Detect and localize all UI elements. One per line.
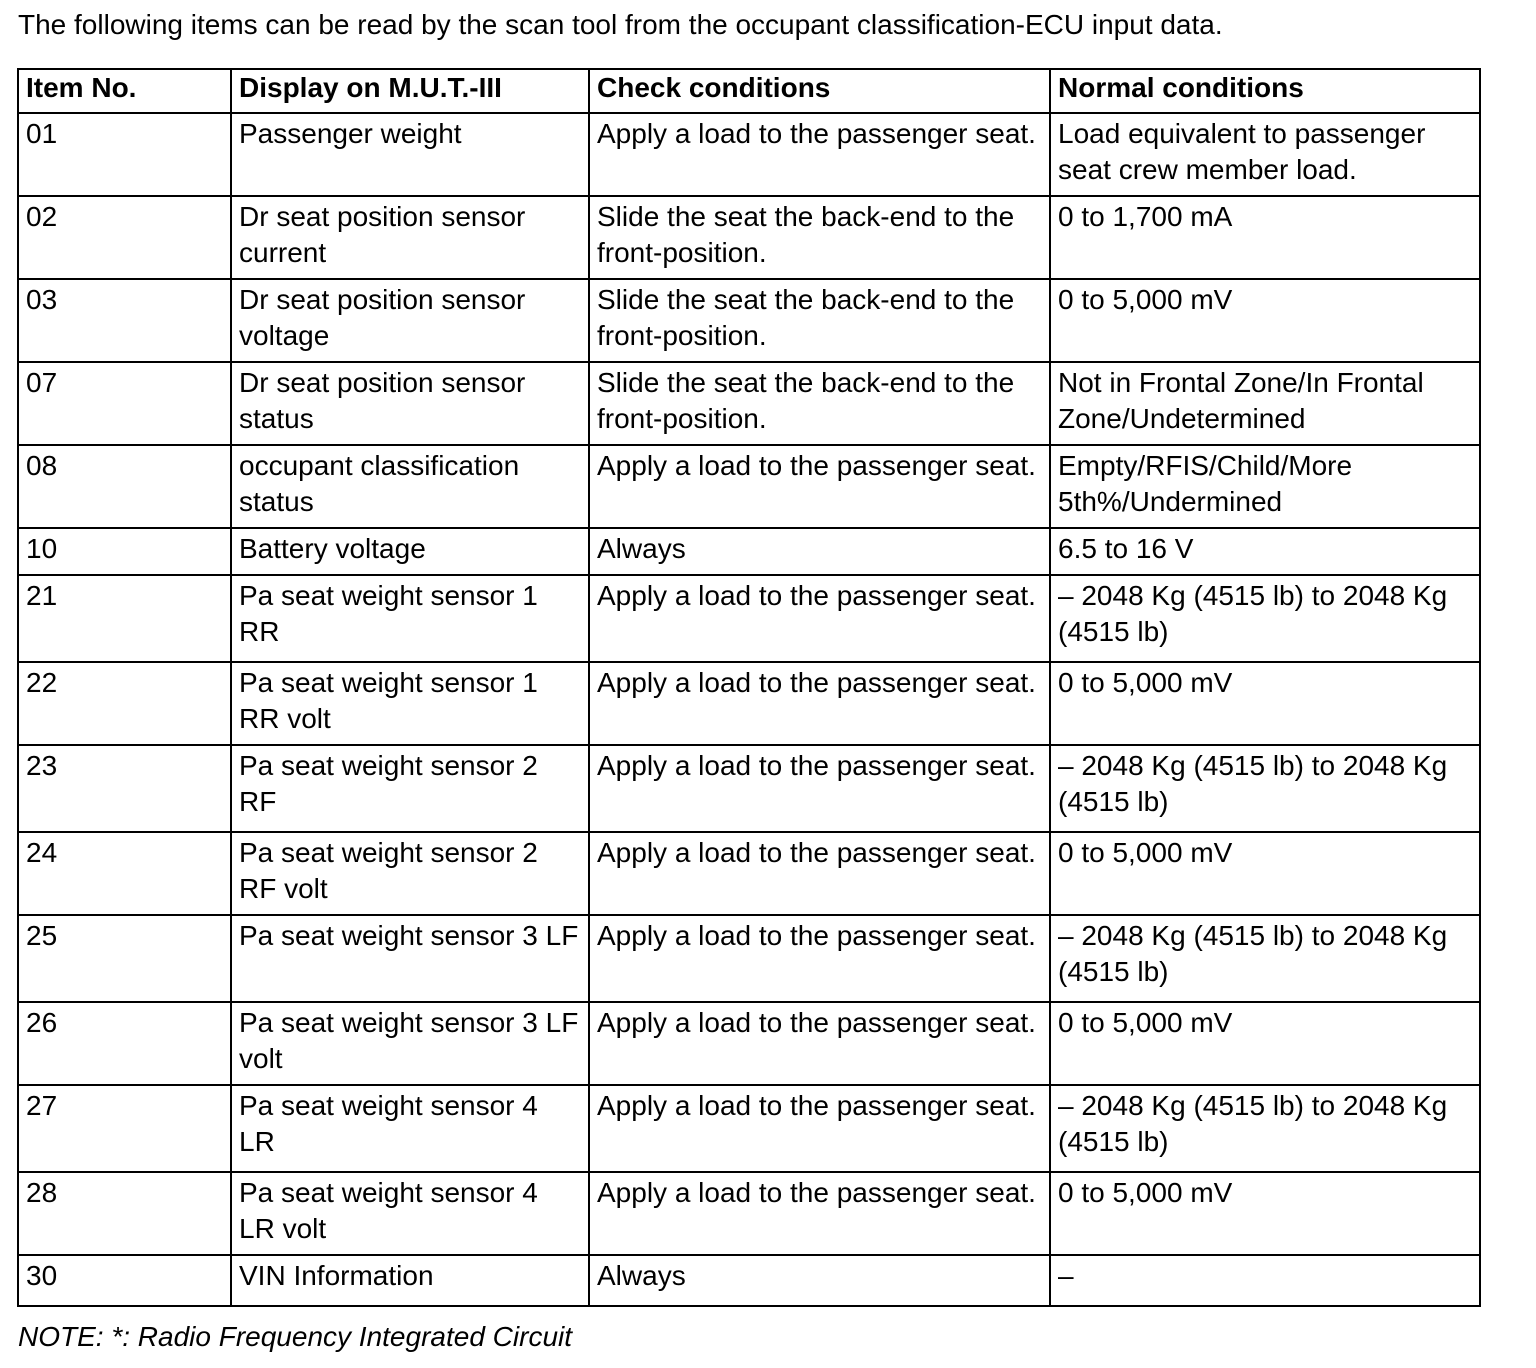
cell-display: Dr seat position sensor status [231, 362, 589, 445]
cell-normal: – 2048 Kg (4515 lb) to 2048 Kg (4515 lb) [1050, 915, 1480, 1002]
table-row [18, 832, 1480, 915]
cell-check: Apply a load to the passenger seat. [589, 1085, 1050, 1172]
table-row [18, 1002, 1480, 1085]
header-check-conditions: Check conditions [589, 69, 1050, 113]
cell-item-no: 25 [18, 915, 231, 1002]
cell-display: Pa seat weight sensor 1 RR [231, 575, 589, 662]
table-header-row [18, 69, 1480, 113]
cell-item-no: 08 [18, 445, 231, 528]
cell-item-no: 26 [18, 1002, 231, 1085]
cell-item-no: 23 [18, 745, 231, 832]
cell-check: Apply a load to the passenger seat. [589, 445, 1050, 528]
cell-normal: 6.5 to 16 V [1050, 528, 1480, 575]
header-display: Display on M.U.T.-III [231, 69, 589, 113]
cell-item-no: 03 [18, 279, 231, 362]
cell-normal: – 2048 Kg (4515 lb) to 2048 Kg (4515 lb) [1050, 1085, 1480, 1172]
cell-normal: Load equivalent to passenger seat crew member load. [1050, 113, 1480, 196]
table-row [18, 1172, 1480, 1255]
cell-normal: 0 to 1,700 mA [1050, 196, 1480, 279]
cell-check: Slide the seat the back-end to the front-position. [589, 196, 1050, 279]
cell-item-no: 30 [18, 1255, 231, 1306]
cell-check: Apply a load to the passenger seat. [589, 1002, 1050, 1085]
cell-normal: – 2048 Kg (4515 lb) to 2048 Kg (4515 lb) [1050, 745, 1480, 832]
cell-display: Passenger weight [231, 113, 589, 196]
cell-item-no: 10 [18, 528, 231, 575]
cell-display: Pa seat weight sensor 2 RF volt [231, 832, 589, 915]
cell-check: Slide the seat the back-end to the front-position. [589, 279, 1050, 362]
cell-display: Pa seat weight sensor 1 RR volt [231, 662, 589, 745]
cell-display: Pa seat weight sensor 4 LR [231, 1085, 589, 1172]
cell-check: Apply a load to the passenger seat. [589, 915, 1050, 1002]
cell-check: Apply a load to the passenger seat. [589, 113, 1050, 196]
table-row [18, 662, 1480, 745]
table-row [18, 362, 1480, 445]
header-normal-conditions: Normal conditions [1050, 69, 1480, 113]
cell-normal: 0 to 5,000 mV [1050, 662, 1480, 745]
cell-item-no: 01 [18, 113, 231, 196]
cell-display: occupant classification status [231, 445, 589, 528]
table-row [18, 196, 1480, 279]
table-row [18, 445, 1480, 528]
cell-item-no: 28 [18, 1172, 231, 1255]
cell-item-no: 02 [18, 196, 231, 279]
table-row [18, 1255, 1480, 1306]
cell-normal: – [1050, 1255, 1480, 1306]
cell-display: Dr seat position sensor voltage [231, 279, 589, 362]
footnote: NOTE: *: Radio Frequency Integrated Circuit [18, 1321, 573, 1352]
cell-item-no: 27 [18, 1085, 231, 1172]
cell-display: Pa seat weight sensor 4 LR volt [231, 1172, 589, 1255]
table-row [18, 915, 1480, 1002]
table-row [18, 575, 1480, 662]
cell-check: Always [589, 528, 1050, 575]
table-row [18, 279, 1480, 362]
cell-item-no: 07 [18, 362, 231, 445]
cell-check: Apply a load to the passenger seat. [589, 662, 1050, 745]
scan-data-table [17, 68, 1481, 1307]
cell-normal: 0 to 5,000 mV [1050, 832, 1480, 915]
cell-check: Always [589, 1255, 1050, 1306]
cell-check: Apply a load to the passenger seat. [589, 832, 1050, 915]
cell-normal: 0 to 5,000 mV [1050, 279, 1480, 362]
cell-item-no: 24 [18, 832, 231, 915]
table-row [18, 113, 1480, 196]
cell-item-no: 22 [18, 662, 231, 745]
header-item-no: Item No. [18, 69, 231, 113]
table-row [18, 528, 1480, 575]
cell-normal: Empty/RFIS/Child/More 5th%/Undermined [1050, 445, 1480, 528]
cell-normal: – 2048 Kg (4515 lb) to 2048 Kg (4515 lb) [1050, 575, 1480, 662]
cell-display: Pa seat weight sensor 3 LF [231, 915, 589, 1002]
cell-normal: 0 to 5,000 mV [1050, 1172, 1480, 1255]
cell-check: Apply a load to the passenger seat. [589, 1172, 1050, 1255]
cell-item-no: 21 [18, 575, 231, 662]
cell-normal: 0 to 5,000 mV [1050, 1002, 1480, 1085]
cell-display: VIN Information [231, 1255, 589, 1306]
cell-display: Battery voltage [231, 528, 589, 575]
cell-display: Pa seat weight sensor 2 RF [231, 745, 589, 832]
cell-display: Pa seat weight sensor 3 LF volt [231, 1002, 589, 1085]
cell-check: Apply a load to the passenger seat. [589, 575, 1050, 662]
table-row [18, 745, 1480, 832]
intro-text: The following items can be read by the scan tool from the occupant classification-ECU input data. [18, 9, 1223, 40]
cell-check: Apply a load to the passenger seat. [589, 745, 1050, 832]
cell-display: Dr seat position sensor current [231, 196, 589, 279]
cell-normal: Not in Frontal Zone/In Frontal Zone/Undetermined [1050, 362, 1480, 445]
cell-check: Slide the seat the back-end to the front-position. [589, 362, 1050, 445]
table-row [18, 1085, 1480, 1172]
